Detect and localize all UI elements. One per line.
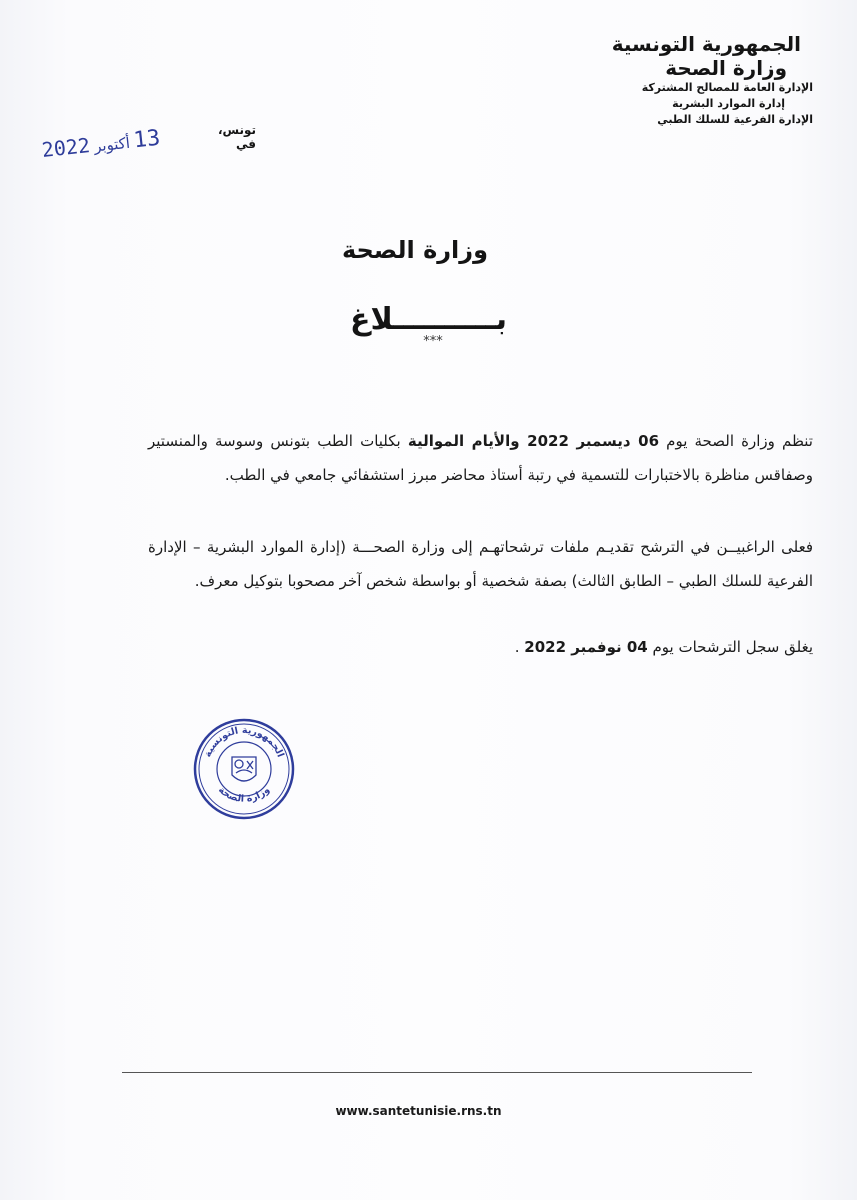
- paragraph-deadline-part1: يغلق سجل الترشحات يوم: [647, 638, 813, 656]
- letterhead-sub-directorate: الإدارة الفرعية للسلك الطبي: [657, 113, 813, 126]
- place-label: تونس، في: [217, 123, 256, 151]
- date-stamp: [41, 126, 162, 163]
- footer-website-link[interactable]: www.santetunisie.rns.tn: [335, 1104, 502, 1118]
- letterhead: [553, 32, 813, 128]
- date-stamp-day: 13: [132, 125, 162, 154]
- date-stamp-year: 2022: [40, 133, 92, 162]
- deadline-date: 04 نوفمبر 2022: [524, 638, 648, 656]
- paragraph-applications: فعلى الراغبيــن في الترشح تقديـم ملفات ترشحاتهـم إلى وزارة الصحـــة (إدارة الموارد البشرية – الإدارة الفرعية للسلك الطبي – الطابق الثالث) بصفة شخصية أو بواسطة شخص آخر مصحوبا بتوكيل معرف.: [148, 538, 813, 590]
- paragraph-deadline-end: .: [514, 638, 525, 656]
- ministry-seal: [192, 717, 296, 821]
- following-days: والأيام الموالية: [407, 432, 528, 450]
- paragraph-announcement: [148, 424, 813, 492]
- notice-title: بــــــــــلاغ: [349, 302, 508, 337]
- footer-divider: [122, 1072, 752, 1073]
- paragraph-announcement-part1: تنظم وزارة الصحة يوم: [659, 432, 813, 450]
- title-separator-stars: ***: [423, 334, 443, 349]
- seal-bottom-text: وزارة الصحة: [216, 784, 272, 805]
- ministry-title: وزارة الصحة: [341, 236, 489, 264]
- seal-top-text: الجمهورية التونسية: [202, 724, 286, 759]
- paragraph-announcement-part2: بكليات الطب بتونس وسوسة والمنستير وصفاقس مناظرة بالاختبارات للتسمية في رتبة أستاذ محاضر مبرز استشفائي جامعي في الطب.: [148, 432, 813, 484]
- date-stamp-month: أكتوبر: [93, 133, 131, 156]
- paragraph-deadline: [148, 630, 813, 664]
- seal-emblem-icon: [232, 757, 256, 781]
- letterhead-hr-directorate: إدارة الموارد البشرية: [672, 97, 785, 110]
- exam-date: 06 ديسمبر 2022: [527, 432, 660, 450]
- letterhead-republic: الجمهورية التونسية: [611, 32, 801, 56]
- letterhead-ministry: وزارة الصحة: [665, 56, 787, 80]
- letterhead-directorate-general: الإدارة العامة للمصالح المشتركة: [641, 81, 813, 94]
- svg-text:وزارة الصحة: [216, 784, 272, 804]
